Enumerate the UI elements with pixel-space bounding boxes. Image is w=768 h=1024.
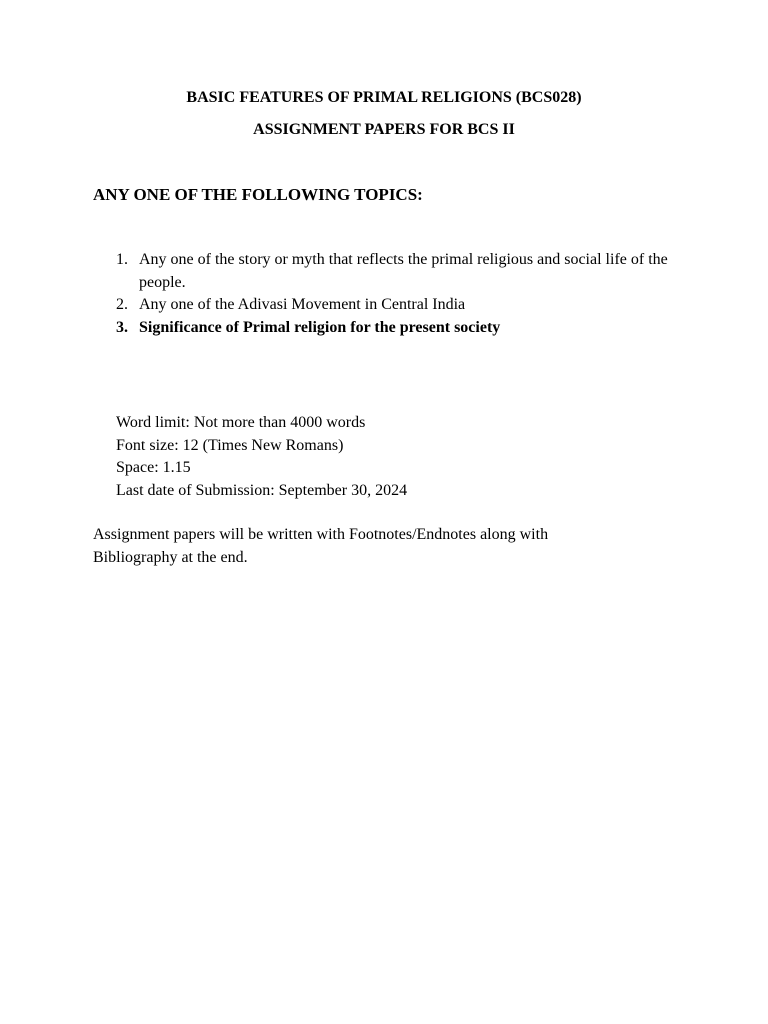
topic-text: Any one of the Adivasi Movement in Central India bbox=[139, 296, 466, 313]
topic-item-3 bbox=[0, 317, 768, 340]
topic-text: Any one of the story or myth that reflects the primal religious and social life of the people. bbox=[139, 251, 668, 291]
bibliography-note: Assignment papers will be written with Footnotes/Endnotes along with Bibliography at the end. bbox=[93, 526, 549, 566]
topic-number: 1. bbox=[116, 251, 128, 268]
topic-item-1 bbox=[0, 249, 768, 294]
deadline-text: Last date of Submission: September 30, 2024 bbox=[116, 481, 408, 499]
topic-text: Significance of Primal religion for the present society bbox=[139, 318, 501, 336]
spacing-text: Space: 1.15 bbox=[116, 459, 191, 476]
topic-list bbox=[0, 249, 768, 339]
document-title: BASIC FEATURES OF PRIMAL RELIGIONS (BCS028) bbox=[186, 89, 582, 106]
topic-number: 3. bbox=[116, 318, 128, 336]
font-size-text: Font size: 12 (Times New Romans) bbox=[116, 436, 344, 454]
submission-details bbox=[116, 412, 407, 502]
topic-item-2 bbox=[0, 294, 768, 317]
topic-number: 2. bbox=[116, 296, 128, 313]
word-limit-text: Word limit: Not more than 4000 words bbox=[116, 414, 366, 431]
document-subtitle: ASSIGNMENT PAPERS FOR BCS II bbox=[253, 121, 515, 138]
topics-heading: ANY ONE OF THE FOLLOWING TOPICS: bbox=[93, 185, 423, 204]
